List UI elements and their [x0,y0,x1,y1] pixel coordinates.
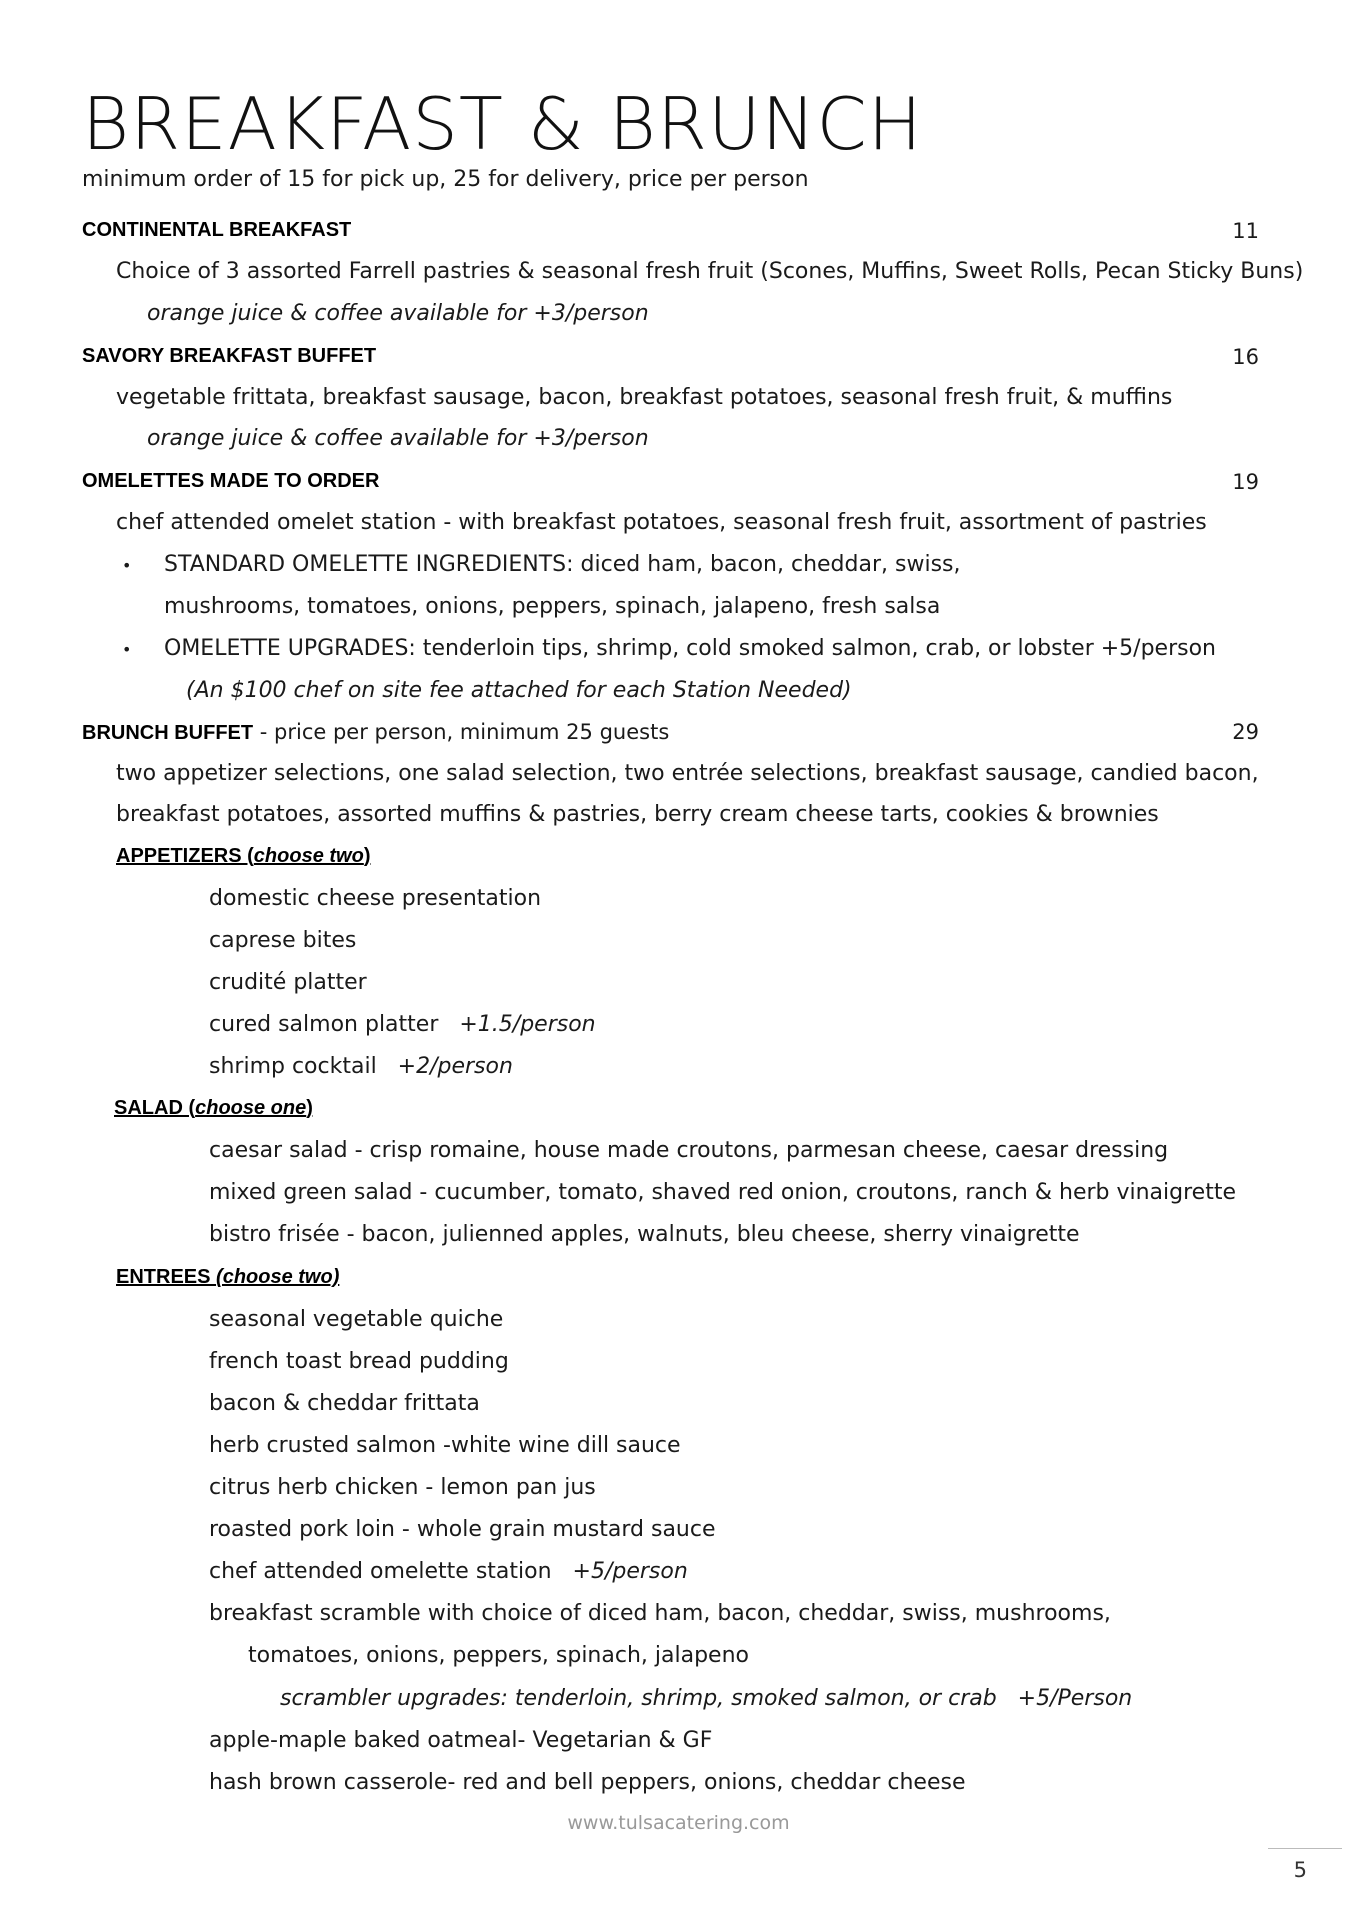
entree-item: hash brown casserole- red and bell peppers, onions, cheddar cheese [209,1770,966,1795]
entree-item: chef attended omelette station [209,1559,573,1584]
entree-scramble-line1: breakfast scramble with choice of diced ham, bacon, cheddar, swiss, mushrooms, [209,1601,1111,1626]
appetizers-heading-choice: choose two [253,845,364,867]
appetizer-item: caprese bites [209,928,357,953]
brunch-description-line2: breakfast potatoes, assorted muffins & pastries, berry cream cheese tarts, cookies & brownies [116,802,1159,827]
entree-item: seasonal vegetable quiche [209,1307,504,1332]
salad-item: mixed green salad - cucumber, tomato, shaved red onion, croutons, ranch & herb vinaigrette [209,1180,1236,1205]
appetizer-extra-price: +2/person [397,1054,513,1079]
bullet-icon: • [122,640,132,659]
appetizer-item-line [209,1054,513,1079]
entree-scramble-line2: tomatoes, onions, peppers, spinach, jalapeno [248,1643,749,1668]
standard-ingredients-line2: mushrooms, tomatoes, onions, peppers, spinach, jalapeno, fresh salsa [164,594,941,619]
appetizer-extra-price: +1.5/person [459,1012,596,1037]
footer-url: www.tulsacatering.com [567,1812,790,1834]
entree-omelette-station-line [209,1559,688,1584]
brunch-heading-line [82,720,669,745]
appetizers-heading-close: ) [363,845,371,867]
continental-price: 11 [1232,219,1259,243]
salad-heading-close: ) [306,1097,313,1119]
omelettes-price: 19 [1232,470,1259,494]
page-subtitle: minimum order of 15 for pick up, 25 for delivery, price per person [82,167,809,192]
brunch-heading-suffix: - price per person, minimum 25 guests [253,720,670,744]
salad-heading-label: SALAD ( [114,1097,196,1119]
omelette-upgrades: OMELETTE UPGRADES: tenderloin tips, shrimp, cold smoked salmon, crab, or lobster +5/person [164,636,1217,661]
salad-item: caesar salad - crisp romaine, house made croutons, parmesan cheese, caesar dressing [209,1138,1169,1163]
entree-extra-price: +5/person [572,1559,688,1584]
appetizer-item: cured salmon platter [209,1012,460,1037]
appetizer-item: crudité platter [209,970,367,995]
footer-rule [1268,1848,1342,1849]
entree-item: roasted pork loin - whole grain mustard sauce [209,1517,716,1542]
continental-heading: CONTINENTAL BREAKFAST [82,219,352,241]
appetizer-item: shrimp cocktail [209,1054,398,1079]
savory-addon: orange juice & coffee available for +3/person [147,426,649,451]
entrees-heading-choice: (choose two) [216,1266,340,1288]
savory-heading: SAVORY BREAKFAST BUFFET [82,345,377,367]
continental-addon: orange juice & coffee available for +3/person [147,301,649,326]
scrambler-upgrades: scrambler upgrades: tenderloin, shrimp, smoked salmon, or crab +5/Person [280,1686,1133,1711]
salad-heading [108,1097,313,1120]
appetizer-item-line [209,1012,596,1037]
salad-item: bistro frisée - bacon, julienned apples, walnuts, bleu cheese, sherry vinaigrette [209,1222,1080,1247]
brunch-price: 29 [1232,720,1259,744]
entree-item: herb crusted salmon -white wine dill sauce [209,1433,681,1458]
appetizers-heading-label: APPETIZERS ( [116,845,254,867]
continental-description: Choice of 3 assorted Farrell pastries & seasonal fresh fruit (Scones, Muffins, Sweet Rolls, Pecan Sticky Buns) [116,259,1304,284]
page-title: BREAKFAST & BRUNCH [82,82,923,166]
brunch-heading: BRUNCH BUFFET [82,722,254,744]
entree-item: french toast bread pudding [209,1349,509,1374]
entree-item: apple-maple baked oatmeal- Vegetarian & GF [209,1728,713,1753]
entree-item: citrus herb chicken - lemon pan jus [209,1475,596,1500]
entrees-heading [116,1266,339,1289]
appetizers-heading [116,845,370,868]
salad-heading-choice: choose one [195,1097,307,1119]
omelettes-heading: OMELETTES MADE TO ORDER [82,470,380,492]
savory-description: vegetable frittata, breakfast sausage, bacon, breakfast potatoes, seasonal fresh fruit, & muffins [116,385,1173,410]
standard-ingredients-line1: STANDARD OMELETTE INGREDIENTS: diced ham, bacon, cheddar, swiss, [164,552,961,577]
omelettes-description: chef attended omelet station - with breakfast potatoes, seasonal fresh fruit, assortment of pastries [116,510,1207,535]
savory-price: 16 [1232,345,1259,369]
appetizer-item: domestic cheese presentation [209,886,542,911]
chef-fee-note: (An $100 chef on site fee attached for each Station Needed) [186,678,852,703]
brunch-description-line1: two appetizer selections, one salad selection, two entrée selections, breakfast sausage, candied bacon, [116,761,1259,786]
bullet-icon: • [122,556,132,575]
entree-item: bacon & cheddar frittata [209,1391,480,1416]
page-number: 5 [1293,1858,1307,1882]
entrees-heading-label: ENTREES [116,1266,217,1288]
